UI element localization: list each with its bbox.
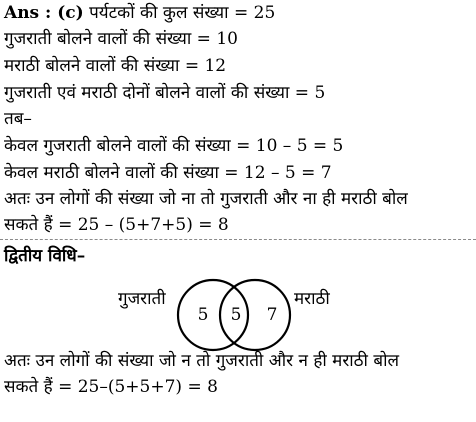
venn-only-gujarati-count: 5 xyxy=(197,305,209,325)
conclusion-line-1: अतः उन लोगों की संख्या जो न तो गुजराती और न ही मराठी बोल xyxy=(4,351,399,371)
venn-both-count: 5 xyxy=(230,305,242,325)
both-speakers-line: गुजराती एवं मराठी दोनों बोलने वालों की संख्या = 5 xyxy=(4,83,326,103)
venn-label-gujarati: गुजराती xyxy=(118,289,166,309)
then-line: तब– xyxy=(4,109,32,129)
conclusion-line-2: सकते हैं = 25–(5+5+7) = 8 xyxy=(4,377,218,397)
only-marathi-line: केवल मराठी बोलने वालों की संख्या = 12 – 5 = 7 xyxy=(4,163,332,183)
gujarati-speakers-line: गुजराती बोलने वालों की संख्या = 10 xyxy=(4,29,238,49)
second-method-heading: द्वितीय विधि– xyxy=(4,246,86,266)
neither-result-line: सकते हैं = 25 – (5+7+5) = 8 xyxy=(4,215,229,235)
answer-prefix: Ans : (c) xyxy=(4,3,84,23)
section-divider xyxy=(0,239,476,240)
only-gujarati-line: केवल गुजराती बोलने वालों की संख्या = 10 – 5 = 5 xyxy=(4,136,344,156)
venn-label-marathi: मराठी xyxy=(294,289,330,309)
answer-line xyxy=(4,2,275,24)
marathi-speakers-line: मराठी बोलने वालों की संख्या = 12 xyxy=(4,56,227,76)
neither-line: अतः उन लोगों की संख्या जो ना तो गुजराती और ना ही मराठी बोल xyxy=(4,189,408,209)
total-tourists-text: पर्यटकों की कुल संख्या = 25 xyxy=(89,3,276,23)
venn-only-marathi-count: 7 xyxy=(266,305,278,325)
